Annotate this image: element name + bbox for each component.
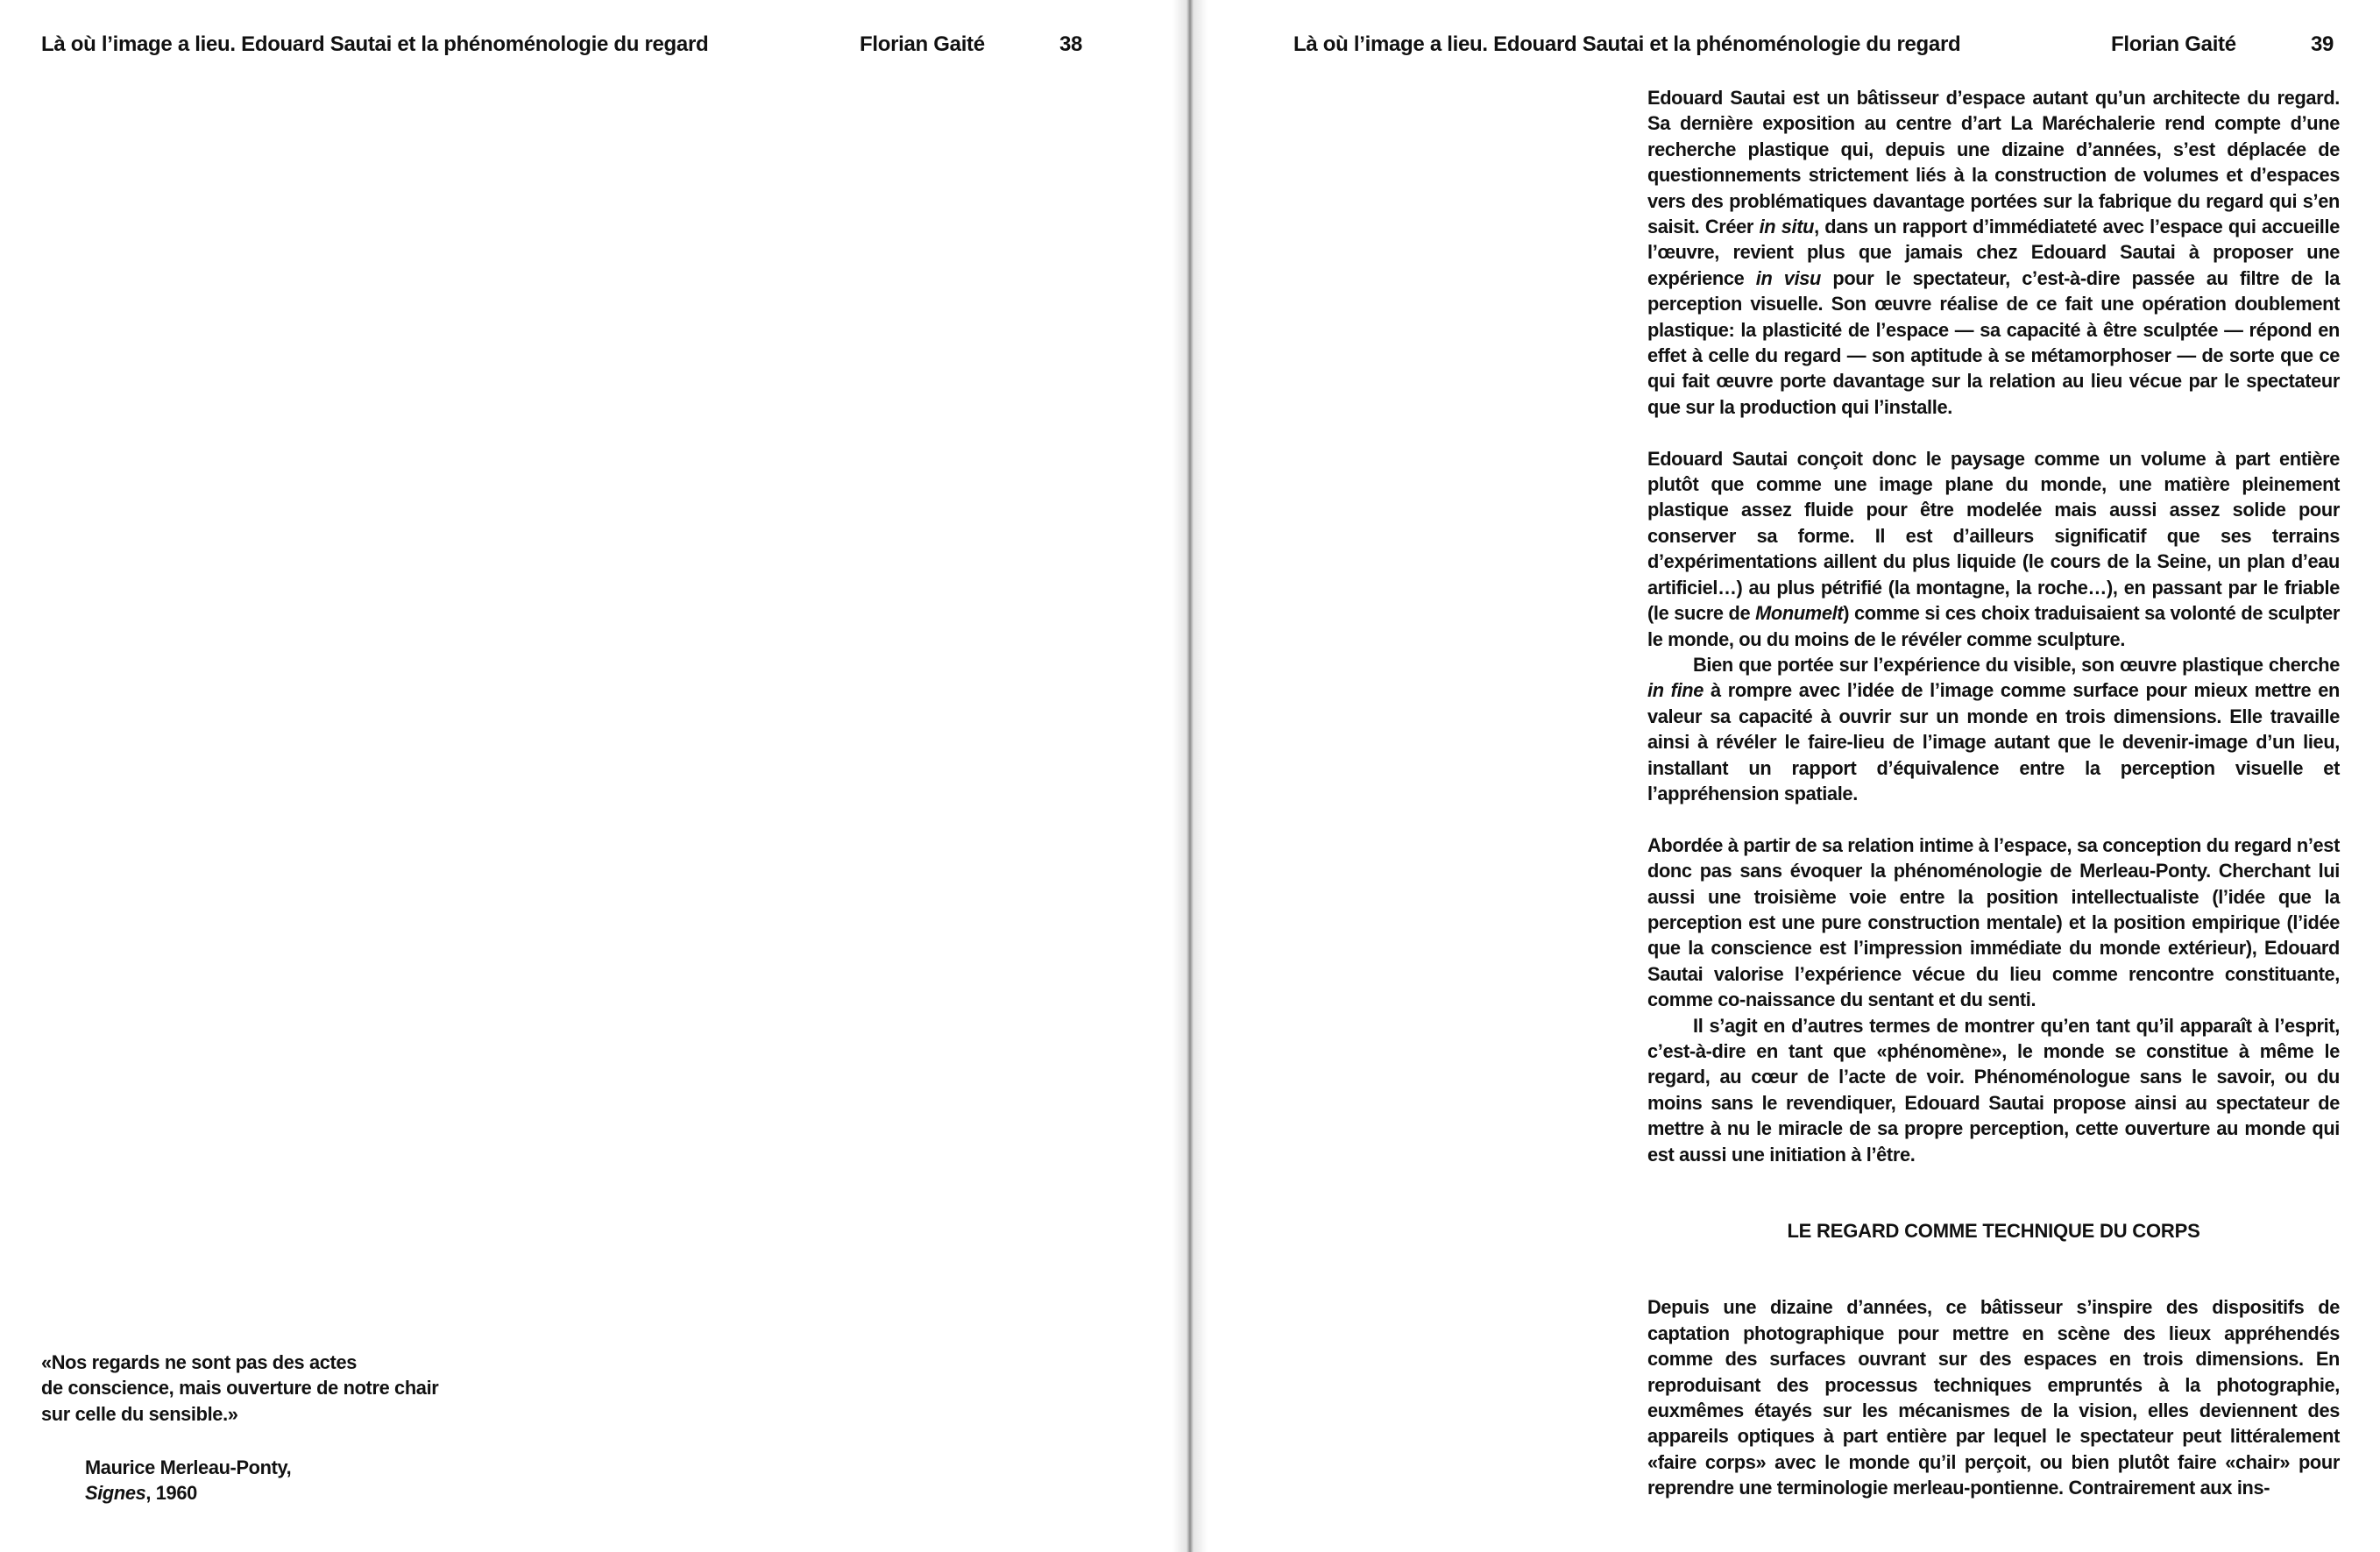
author-left: Florian Gaité <box>860 32 985 56</box>
text-run: à rompre avec l’idée de l’image comme surface pour mieux mettre en valeur sa capacité à ouvrir sur un monde en trois dimensions. Elle travaille ainsi à révéler le faire-lieu de l’image autant que le devenir-image d’un lieu, installant un rapport d’équivalence entre la perception visuelle et l’appréhension spatiale. <box>1647 679 2340 804</box>
attribution-year: , 1960 <box>145 1482 197 1505</box>
paragraph-3 <box>1647 652 2340 806</box>
page-number-left: 38 <box>1059 32 1083 56</box>
text-run: Edouard Sautai conçoit donc le paysage comme un volume à part entière plutôt que comme une image plane du monde, une matière pleinement plastique assez fluide pour être modelée mais aussi assez solide pour conserver sa forme. Il est d’ailleurs significatif que ses terrains d’expérimentations aillent du plus liquide (le cours de la Seine, un plan d’eau artificiel…) au plus pétrifié (la montagne, la roche…), en passant par le friable (le sucre de <box>1647 447 2340 625</box>
running-title-left: Là où l’image a lieu. Edouard Sautai et la phénoménologie du regard <box>41 32 709 56</box>
right-page <box>1190 0 2380 1552</box>
epigraph-attribution <box>85 1455 291 1506</box>
author-right: Florian Gaité <box>2111 32 2236 56</box>
epigraph-quote <box>41 1350 532 1427</box>
italic-run: Monumelt <box>1755 602 1844 625</box>
paragraph-5: Il s’agit en d’autres termes de montrer qu’en tant qu’il apparaît à l’esprit, c’est-à-dire en tant que «phénomène», le monde se constitue à même le regard, au cœur de l’acte de voir. Phénoménologue sans le savoir, ou du moins sans le revendiquer, Edouard Sautai propose ainsi au spectateur de mettre à nu le miracle de sa propre perception, cette ouverture au monde qui est aussi une initiation à l’être. <box>1647 1014 2340 1166</box>
italic-run: in situ <box>1759 216 1815 238</box>
text-run: Bien que portée sur l’expérience du visible, son œuvre plastique cherche <box>1693 653 2340 676</box>
italic-run: in visu <box>1755 266 1822 289</box>
section-heading: LE REGARD COMME TECHNIQUE DU CORPS <box>1787 1220 2200 1243</box>
quote-line: de conscience, mais ouverture de notre chair <box>41 1377 439 1400</box>
attribution-work: Signes <box>85 1482 146 1505</box>
paragraph-2 <box>1647 446 2340 652</box>
paragraph-4: Abordée à partir de sa relation intime à l’espace, sa conception du regard n’est donc pas sans évoquer la phénoménologie de Merleau-Ponty. Cherchant lui aussi une troisième voie entre la position intellectualiste (l’idée que la perception est une pure construction mentale) et la position empirique (l’idée que la conscience est l’impression immédiate du monde extérieur), Edouard Sautai valorise l’expérience vécue du lieu comme rencontre constituante, comme co-naissance du sentant et du senti. <box>1647 833 2340 1011</box>
paragraph-6: Depuis une dizaine d’années, ce bâtisseur s’inspire des dispositifs de captation photographique pour mettre en scène des lieux appréhendés comme des surfaces ouvrant sur des espaces en trois dimensions. En reproduisant des processus techniques empruntés à la photographie, euxmêmes étayés sur les mécanismes de la vision, elles deviennent des appareils optiques à part entière par lequel le spectateur peut littéralement «faire corps» avec le monde qu’il perçoit, ou bien plutôt faire «chair» pour reprendre une terminologie merleau-pontienne. Contrairement aux ins- <box>1647 1296 2340 1499</box>
attribution-name: Maurice Merleau-Ponty, <box>85 1456 292 1478</box>
essay-body <box>1647 85 2340 1501</box>
text-run: ) comme si ces choix traduisaient sa volonté de sculpter le monde, ou du moins de le révéler comme sculpture. <box>1647 602 2340 650</box>
quote-line: sur celle du sensible.» <box>41 1402 238 1425</box>
italic-run: in fine <box>1647 679 1704 702</box>
page-number-right: 39 <box>2311 32 2334 56</box>
running-title-right: Là où l’image a lieu. Edouard Sautai et la phénoménologie du regard <box>1293 32 1961 56</box>
text-run: Edouard Sautai est un bâtisseur d’espace autant qu’un architecte du regard. Sa dernière exposition au centre d’art La Maréchalerie rend compte d’une recherche plastique qui, depuis une dizaine d’années, s’est déplacée de questionnements strictement liés à la construction de volumes et d’espaces vers des problématiques davantage portées sur la fabrique du regard qui s’en saisit. Créer <box>1647 87 2340 238</box>
text-run: pour le spectateur, c’est-à-dire passée au filtre de la perception visuelle. Son œuvre réalise de ce fait une opération doublement plastique: la plasticité de l’espace — sa capacité à être sculptée — répond en effet à celle du regard — son aptitude à se métamorphoser — de sorte que ce qui fait œuvre porte davantage sur la relation au lieu vécue par le spectateur que sur la production qui l’installe. <box>1647 266 2341 418</box>
quote-line: «Nos regards ne sont pas des actes <box>41 1351 358 1373</box>
attribution-source <box>85 1480 291 1506</box>
paragraph-1 <box>1647 85 2340 420</box>
text-run: , dans un rapport d’immédiateté avec l’espace qui accueille l’œuvre, revient plus que jamais chez Edouard Sautai à proposer une expérience <box>1647 216 2340 289</box>
